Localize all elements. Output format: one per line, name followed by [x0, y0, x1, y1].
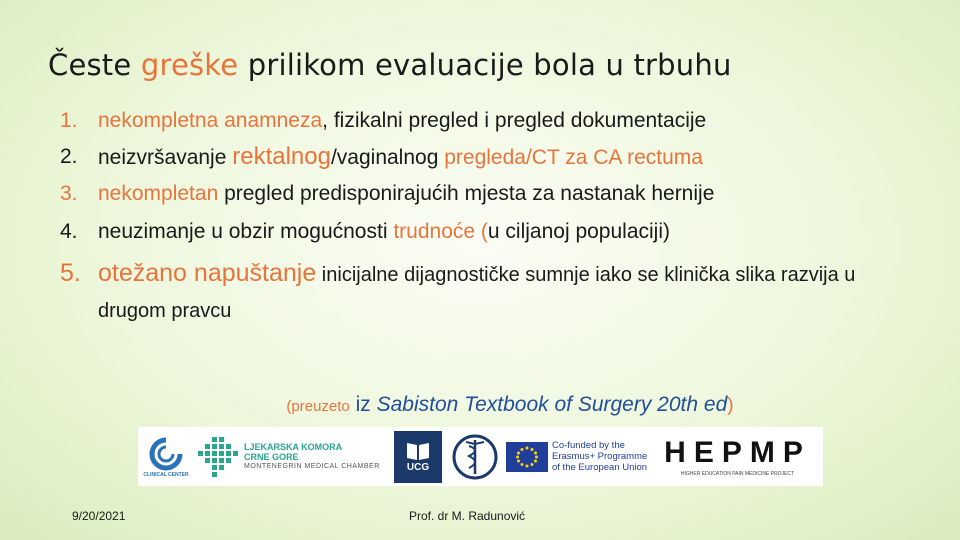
item-number: 5. — [60, 259, 81, 287]
chamber-grid-icon — [198, 437, 238, 477]
title-highlight: greške — [140, 48, 239, 82]
ucg-logo — [389, 427, 447, 486]
clinical-center-icon — [146, 436, 186, 472]
source-suffix: ) — [727, 395, 734, 416]
footer-author: Prof. dr M. Radunović — [409, 509, 526, 523]
item-2-text-a: neizvršavanje — [98, 146, 233, 169]
item-2-highlight-a: rektalnog — [232, 143, 331, 170]
footer-date: 9/20/2021 — [72, 509, 126, 523]
eu-line1: Co-funded by the — [552, 440, 625, 451]
item-5-text: inicijalne dijagnostičke sumnje iako se klinička slika razvija u drugom pravcu — [98, 264, 856, 322]
medical-chamber-logo — [194, 427, 389, 486]
clinical-center-logo — [138, 427, 194, 486]
hepmp-sub: HIGHER EDUCATION PAIN MEDICINE PROJECT — [680, 470, 795, 477]
errors-list — [60, 108, 940, 339]
title-part2: prilikom evaluacije bola u trbuhu — [238, 48, 732, 82]
hepmp-logo — [652, 427, 823, 486]
eu-line3: of the European Union — [552, 462, 648, 473]
item-number: 3. — [60, 182, 78, 205]
list-item-5 — [60, 255, 940, 329]
item-5-highlight: otežano napuštanje — [98, 259, 317, 287]
chamber-line1: LJEKARSKA KOMORA — [244, 441, 343, 452]
source-iz: iz — [349, 393, 377, 416]
chamber-line2: CRNE GORE — [244, 451, 299, 462]
partner-logos-banner — [138, 427, 823, 486]
title-part1: Česte — [48, 48, 141, 82]
item-1-highlight: nekompletna anamneza — [98, 109, 323, 132]
slide-title — [48, 48, 732, 82]
list-item-3 — [60, 181, 940, 207]
ucg-label: UCG — [406, 462, 430, 473]
list-item-2 — [60, 144, 940, 171]
item-4-text-a: neuzimanje u obzir mogućnosti — [98, 220, 394, 243]
item-2-highlight-b: pregleda/CT za CA rectuma — [444, 146, 703, 169]
hepmp-label: HEPMP — [664, 435, 811, 469]
item-4-highlight: trudnoće ( — [393, 220, 488, 243]
eu-line2: Erasmus+ Programme — [552, 451, 648, 462]
item-3-text: pregled predisponirajućih mjesta za nastanak hernije — [218, 182, 715, 205]
source-book: Sabiston Textbook of Surgery 20th ed — [376, 393, 728, 416]
erasmus-logo — [502, 427, 652, 486]
chamber-line3: MONTENEGRIN MEDICAL CHAMBER — [244, 462, 380, 470]
item-number: 2. — [60, 145, 78, 168]
item-4-text-b: u ciljanoj populaciji) — [487, 220, 670, 243]
item-number: 1. — [60, 109, 78, 132]
item-number: 4. — [60, 220, 78, 243]
source-prefix: (preuzeto — [286, 398, 350, 415]
list-item-1 — [60, 108, 940, 134]
item-1-text: , fizikalni pregled i pregled dokumentacije — [322, 109, 707, 132]
eu-flag-icon — [506, 442, 548, 472]
list-item-4 — [60, 219, 940, 245]
item-2-text-b: /vaginalnog — [330, 146, 445, 169]
medical-faculty-logo — [447, 427, 502, 486]
source-citation — [0, 393, 960, 417]
item-3-highlight: nekompletan — [98, 182, 219, 205]
clinical-center-label: CLINICAL CENTER — [143, 471, 189, 478]
caduceus-icon — [452, 432, 498, 482]
book-icon — [405, 440, 431, 462]
